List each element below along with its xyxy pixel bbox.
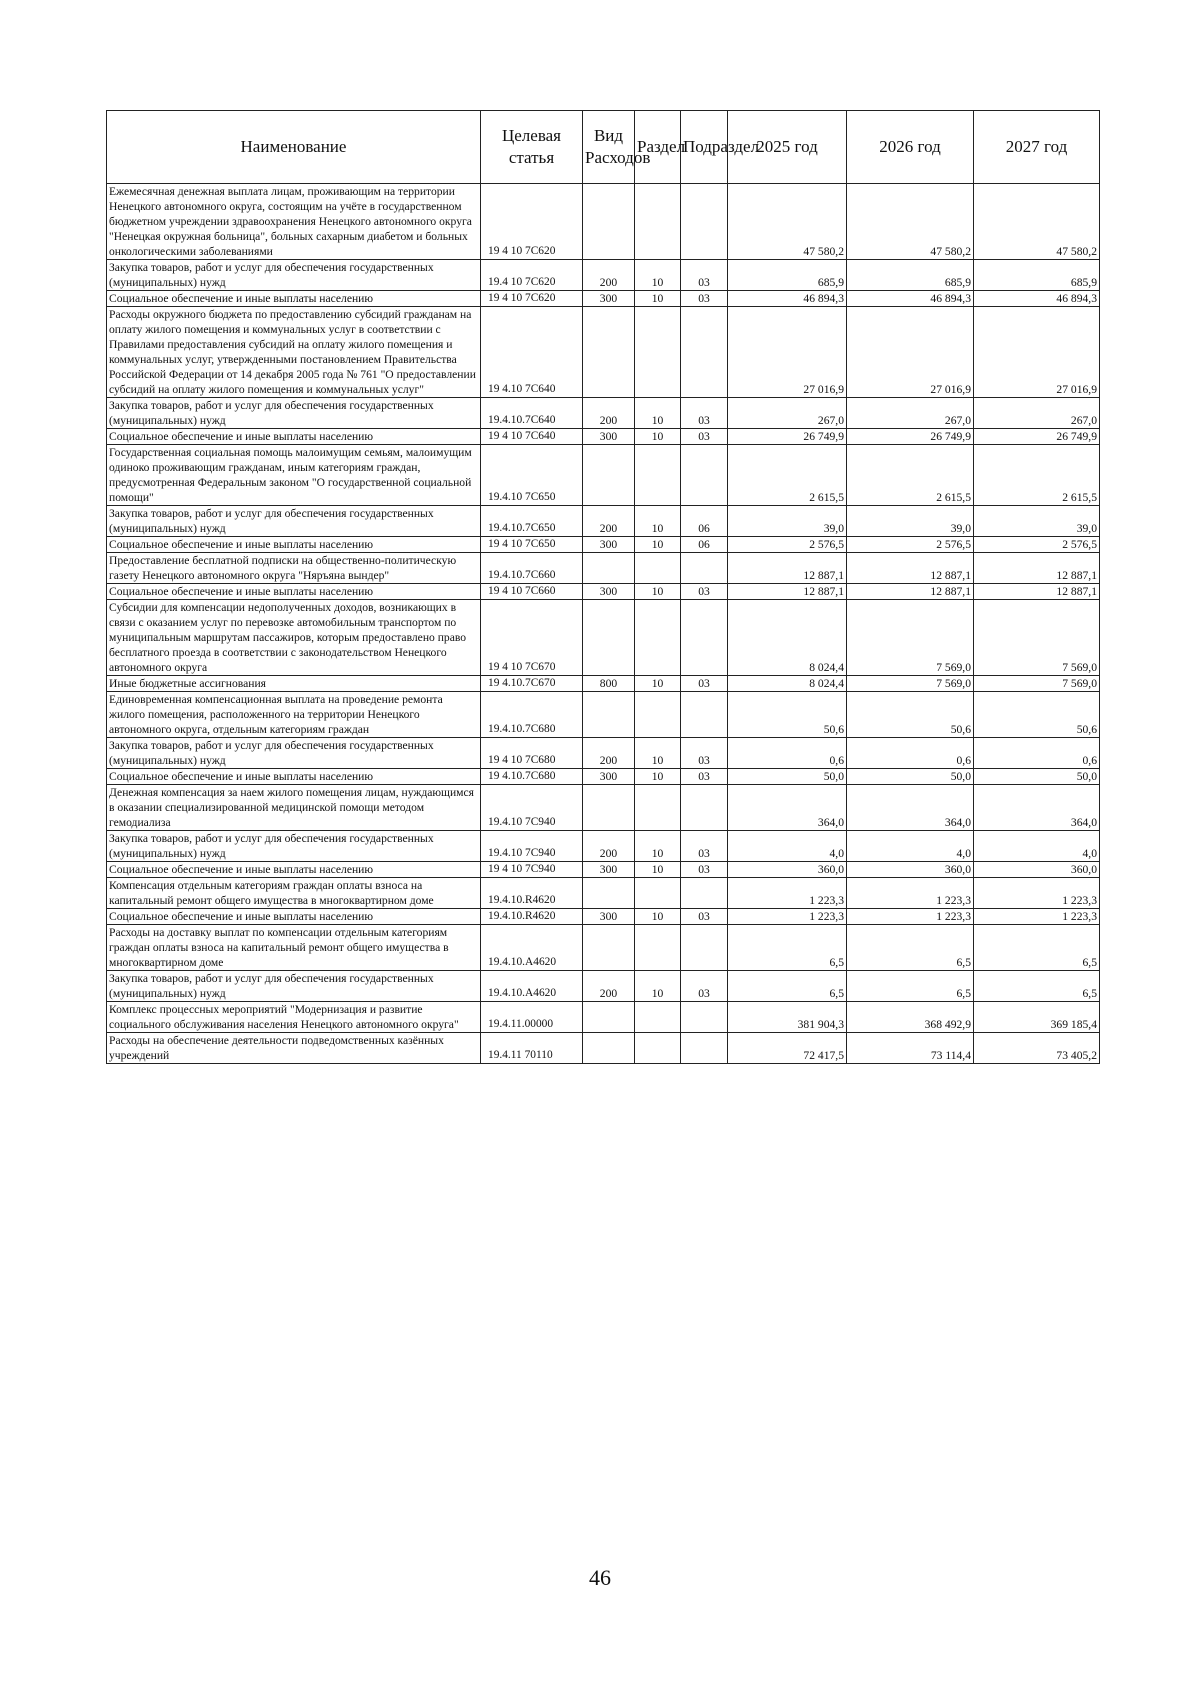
cell-2027: 7 569,0 [974, 676, 1100, 692]
cell-2027: 50,0 [974, 769, 1100, 785]
cell-2026: 26 749,9 [847, 429, 974, 445]
cell-target: 19.4.10.7С650 [481, 506, 583, 537]
cell-subsection [681, 553, 728, 584]
cell-2025: 39,0 [728, 506, 847, 537]
table-row [107, 971, 1100, 1002]
header-name: Наименование [107, 111, 481, 184]
header-2026: 2026 год [847, 111, 974, 184]
cell-2027: 0,6 [974, 738, 1100, 769]
cell-target: 19 4 10 7С670 [481, 600, 583, 676]
cell-2026: 368 492,9 [847, 1002, 974, 1033]
cell-2027: 6,5 [974, 925, 1100, 971]
cell-name: Социальное обеспечение и иные выплаты населению [107, 584, 481, 600]
cell-name: Закупка товаров, работ и услуг для обеспечения государственных (муниципальных) нужд [107, 506, 481, 537]
cell-2027: 26 749,9 [974, 429, 1100, 445]
cell-2027: 2 576,5 [974, 537, 1100, 553]
cell-subsection: 03 [681, 291, 728, 307]
cell-kind: 300 [583, 429, 635, 445]
cell-2027: 360,0 [974, 862, 1100, 878]
cell-2025: 50,6 [728, 692, 847, 738]
cell-2026: 50,0 [847, 769, 974, 785]
cell-section: 10 [635, 537, 681, 553]
cell-target: 19.4.10.R4620 [481, 878, 583, 909]
cell-subsection [681, 307, 728, 398]
cell-section [635, 445, 681, 506]
cell-2026: 360,0 [847, 862, 974, 878]
cell-2025: 12 887,1 [728, 553, 847, 584]
cell-2025: 6,5 [728, 971, 847, 1002]
cell-2026: 73 114,4 [847, 1033, 974, 1064]
cell-2026: 7 569,0 [847, 676, 974, 692]
cell-section [635, 1033, 681, 1064]
cell-2025: 381 904,3 [728, 1002, 847, 1033]
cell-kind [583, 307, 635, 398]
cell-2025: 0,6 [728, 738, 847, 769]
cell-name: Социальное обеспечение и иные выплаты населению [107, 291, 481, 307]
header-section: Раздел [635, 111, 681, 184]
cell-kind [583, 445, 635, 506]
header-target: Целевая статья [481, 111, 583, 184]
table-row [107, 291, 1100, 307]
cell-subsection [681, 692, 728, 738]
cell-section [635, 1002, 681, 1033]
cell-kind [583, 1033, 635, 1064]
cell-kind: 300 [583, 769, 635, 785]
cell-kind [583, 785, 635, 831]
cell-section [635, 184, 681, 260]
cell-2027: 50,6 [974, 692, 1100, 738]
cell-target: 19.4.10.7С680 [481, 692, 583, 738]
cell-name: Государственная социальная помощь малоимущим семьям, малоимущим одиноко проживающим гражданам, иным категориям граждан, предусмотренная Федеральным законом "О государственной социальной помощи" [107, 445, 481, 506]
cell-2025: 47 580,2 [728, 184, 847, 260]
cell-2027: 1 223,3 [974, 909, 1100, 925]
header-subsection: Подраздел [681, 111, 728, 184]
cell-2026: 4,0 [847, 831, 974, 862]
cell-2025: 50,0 [728, 769, 847, 785]
cell-target: 19.4.11 70110 [481, 1033, 583, 1064]
cell-2027: 47 580,2 [974, 184, 1100, 260]
cell-2026: 39,0 [847, 506, 974, 537]
cell-kind [583, 925, 635, 971]
cell-kind: 200 [583, 971, 635, 1002]
cell-subsection: 03 [681, 676, 728, 692]
cell-name: Расходы окружного бюджета по предоставлению субсидий гражданам на оплату жилого помещения и коммунальных услуг в соответствии с Правилами предоставления субсидий на оплату жилого помещения и коммунальных услуг, утвержденными постановлением Правительства Российской Федерации от 14 декабря 2005 года № 761 "О предоставлении субсидий на оплату жилого помещения и коммунальных услуг" [107, 307, 481, 398]
cell-2025: 6,5 [728, 925, 847, 971]
cell-name: Субсидии для компенсации недополученных доходов, возникающих в связи с оказанием услуг по перевозке автомобильным транспортом по муниципальным маршрутам пассажиров, которым предоставлено право бесплатного проезда в соответствии с законодательством Ненецкого автономного округа [107, 600, 481, 676]
table-row [107, 184, 1100, 260]
cell-2027: 27 016,9 [974, 307, 1100, 398]
cell-2027: 685,9 [974, 260, 1100, 291]
table-row [107, 600, 1100, 676]
cell-kind: 300 [583, 584, 635, 600]
table-row [107, 537, 1100, 553]
cell-section [635, 878, 681, 909]
cell-name: Единовременная компенсационная выплата на проведение ремонта жилого помещения, расположенного на территории Ненецкого автономного округа, отдельным категориям граждан [107, 692, 481, 738]
cell-2025: 1 223,3 [728, 878, 847, 909]
cell-subsection [681, 1033, 728, 1064]
header-2027: 2027 год [974, 111, 1100, 184]
cell-kind [583, 692, 635, 738]
cell-target: 19.4.10.А4620 [481, 925, 583, 971]
cell-2026: 6,5 [847, 971, 974, 1002]
cell-section: 10 [635, 862, 681, 878]
cell-2026: 46 894,3 [847, 291, 974, 307]
cell-name: Социальное обеспечение и иные выплаты населению [107, 769, 481, 785]
cell-2027: 369 185,4 [974, 1002, 1100, 1033]
cell-2027: 364,0 [974, 785, 1100, 831]
cell-2025: 72 417,5 [728, 1033, 847, 1064]
table-row [107, 676, 1100, 692]
cell-name: Социальное обеспечение и иные выплаты населению [107, 909, 481, 925]
cell-target: 19.4.10.7С660 [481, 553, 583, 584]
table-row [107, 785, 1100, 831]
cell-2027: 12 887,1 [974, 584, 1100, 600]
cell-subsection: 03 [681, 260, 728, 291]
cell-name: Закупка товаров, работ и услуг для обеспечения государственных (муниципальных) нужд [107, 971, 481, 1002]
cell-kind [583, 1002, 635, 1033]
cell-kind [583, 600, 635, 676]
header-row [107, 111, 1100, 184]
cell-2026: 12 887,1 [847, 584, 974, 600]
cell-section [635, 785, 681, 831]
cell-kind: 200 [583, 398, 635, 429]
cell-2025: 364,0 [728, 785, 847, 831]
cell-target: 19 4 10 7С660 [481, 584, 583, 600]
cell-section [635, 600, 681, 676]
cell-name: Закупка товаров, работ и услуг для обеспечения государственных (муниципальных) нужд [107, 738, 481, 769]
cell-target: 19.4.10 7С940 [481, 785, 583, 831]
cell-section: 10 [635, 584, 681, 600]
cell-2026: 12 887,1 [847, 553, 974, 584]
cell-target: 19 4 10 7С620 [481, 291, 583, 307]
table-row [107, 738, 1100, 769]
cell-subsection: 03 [681, 429, 728, 445]
cell-subsection: 03 [681, 398, 728, 429]
cell-subsection [681, 785, 728, 831]
cell-subsection: 03 [681, 971, 728, 1002]
cell-2026: 364,0 [847, 785, 974, 831]
cell-subsection [681, 600, 728, 676]
table-row [107, 398, 1100, 429]
table-row [107, 260, 1100, 291]
cell-section [635, 307, 681, 398]
cell-target: 19.4.11.00000 [481, 1002, 583, 1033]
table-row [107, 429, 1100, 445]
cell-2025: 46 894,3 [728, 291, 847, 307]
table-row [107, 909, 1100, 925]
cell-subsection [681, 184, 728, 260]
cell-2025: 2 576,5 [728, 537, 847, 553]
cell-target: 19 4 10 7С940 [481, 862, 583, 878]
cell-kind: 200 [583, 831, 635, 862]
cell-kind: 200 [583, 260, 635, 291]
cell-section: 10 [635, 769, 681, 785]
cell-target: 19 4 10 7С620 [481, 184, 583, 260]
cell-2025: 27 016,9 [728, 307, 847, 398]
table-row [107, 445, 1100, 506]
table-row [107, 1033, 1100, 1064]
cell-target: 19 4.10 7С640 [481, 307, 583, 398]
cell-name: Закупка товаров, работ и услуг для обеспечения государственных (муниципальных) нужд [107, 398, 481, 429]
cell-kind: 200 [583, 506, 635, 537]
cell-2025: 685,9 [728, 260, 847, 291]
cell-2026: 2 615,5 [847, 445, 974, 506]
cell-target: 19.4.10.R4620 [481, 909, 583, 925]
cell-name: Компенсация отдельным категориям граждан оплаты взноса на капитальный ремонт общего имущества в многоквартирном доме [107, 878, 481, 909]
cell-2025: 8 024,4 [728, 676, 847, 692]
cell-name: Социальное обеспечение и иные выплаты населению [107, 429, 481, 445]
cell-2026: 6,5 [847, 925, 974, 971]
cell-section: 10 [635, 971, 681, 1002]
cell-2027: 2 615,5 [974, 445, 1100, 506]
cell-name: Закупка товаров, работ и услуг для обеспечения государственных (муниципальных) нужд [107, 260, 481, 291]
cell-target: 19.4 10 7С620 [481, 260, 583, 291]
cell-2025: 360,0 [728, 862, 847, 878]
cell-2027: 7 569,0 [974, 600, 1100, 676]
cell-name: Расходы на обеспечение деятельности подведомственных казённых учреждений [107, 1033, 481, 1064]
cell-2026: 267,0 [847, 398, 974, 429]
cell-2025: 12 887,1 [728, 584, 847, 600]
cell-subsection [681, 1002, 728, 1033]
cell-section: 10 [635, 429, 681, 445]
table-row [107, 769, 1100, 785]
cell-kind: 300 [583, 537, 635, 553]
cell-target: 19 4 10 7С680 [481, 738, 583, 769]
cell-name: Социальное обеспечение и иные выплаты населению [107, 537, 481, 553]
cell-target: 19 4 10 7С640 [481, 429, 583, 445]
cell-2025: 1 223,3 [728, 909, 847, 925]
cell-2027: 73 405,2 [974, 1033, 1100, 1064]
cell-target: 19.4.10.А4620 [481, 971, 583, 1002]
cell-section [635, 692, 681, 738]
cell-section: 10 [635, 506, 681, 537]
cell-subsection: 03 [681, 831, 728, 862]
cell-name: Расходы на доставку выплат по компенсации отдельным категориям граждан оплаты взноса на капитальный ремонт общего имущества в многоквартирном доме [107, 925, 481, 971]
cell-target: 19 4 10 7С650 [481, 537, 583, 553]
cell-kind: 300 [583, 909, 635, 925]
table-row [107, 925, 1100, 971]
cell-target: 19 4.10.7С670 [481, 676, 583, 692]
cell-target: 19.4.10 7С940 [481, 831, 583, 862]
cell-name: Социальное обеспечение и иные выплаты населению [107, 862, 481, 878]
cell-subsection [681, 925, 728, 971]
cell-kind [583, 184, 635, 260]
cell-section: 10 [635, 676, 681, 692]
cell-2027: 6,5 [974, 971, 1100, 1002]
cell-name: Закупка товаров, работ и услуг для обеспечения государственных (муниципальных) нужд [107, 831, 481, 862]
cell-2027: 267,0 [974, 398, 1100, 429]
cell-2026: 1 223,3 [847, 909, 974, 925]
cell-name: Денежная компенсация за наем жилого помещения лицам, нуждающимся в оказании специализированной медицинской помощи методом гемодиализа [107, 785, 481, 831]
cell-2025: 267,0 [728, 398, 847, 429]
cell-2025: 4,0 [728, 831, 847, 862]
cell-name: Комплекс процессных мероприятий "Модернизация и развитие социального обслуживания населения Ненецкого автономного округа" [107, 1002, 481, 1033]
table-row [107, 831, 1100, 862]
table-row [107, 307, 1100, 398]
cell-section: 10 [635, 831, 681, 862]
table-row [107, 862, 1100, 878]
cell-subsection: 06 [681, 537, 728, 553]
cell-2027: 12 887,1 [974, 553, 1100, 584]
table-row [107, 692, 1100, 738]
cell-kind: 300 [583, 291, 635, 307]
table-row [107, 878, 1100, 909]
cell-2027: 46 894,3 [974, 291, 1100, 307]
cell-2026: 685,9 [847, 260, 974, 291]
header-2025: 2025 год [728, 111, 847, 184]
cell-section [635, 553, 681, 584]
cell-2027: 4,0 [974, 831, 1100, 862]
cell-kind [583, 878, 635, 909]
cell-subsection: 03 [681, 769, 728, 785]
cell-2025: 26 749,9 [728, 429, 847, 445]
cell-name: Иные бюджетные ассигнования [107, 676, 481, 692]
cell-2026: 50,6 [847, 692, 974, 738]
cell-2027: 1 223,3 [974, 878, 1100, 909]
cell-2026: 47 580,2 [847, 184, 974, 260]
cell-2026: 27 016,9 [847, 307, 974, 398]
cell-2025: 8 024,4 [728, 600, 847, 676]
cell-kind [583, 553, 635, 584]
cell-2026: 7 569,0 [847, 600, 974, 676]
cell-subsection [681, 878, 728, 909]
table-row [107, 553, 1100, 584]
cell-target: 19 4.10.7С680 [481, 769, 583, 785]
table-row [107, 584, 1100, 600]
cell-2027: 39,0 [974, 506, 1100, 537]
budget-table [106, 110, 1100, 1064]
header-kind: Вид Расходов [583, 111, 635, 184]
cell-section: 10 [635, 909, 681, 925]
cell-section: 10 [635, 291, 681, 307]
table-row [107, 1002, 1100, 1033]
cell-target: 19.4.10.7С640 [481, 398, 583, 429]
cell-name: Предоставление бесплатной подписки на общественно-политическую газету Ненецкого автономного округа "Няръяна вындер" [107, 553, 481, 584]
cell-subsection: 03 [681, 738, 728, 769]
cell-2025: 2 615,5 [728, 445, 847, 506]
cell-section [635, 925, 681, 971]
cell-kind: 800 [583, 676, 635, 692]
cell-subsection: 06 [681, 506, 728, 537]
cell-kind: 300 [583, 862, 635, 878]
cell-2026: 1 223,3 [847, 878, 974, 909]
page-number: 46 [589, 1565, 611, 1590]
cell-target: 19.4.10 7С650 [481, 445, 583, 506]
cell-section: 10 [635, 260, 681, 291]
table-row [107, 506, 1100, 537]
cell-section: 10 [635, 738, 681, 769]
cell-kind: 200 [583, 738, 635, 769]
cell-subsection: 03 [681, 862, 728, 878]
cell-section: 10 [635, 398, 681, 429]
cell-subsection [681, 445, 728, 506]
cell-2026: 2 576,5 [847, 537, 974, 553]
cell-2026: 0,6 [847, 738, 974, 769]
cell-subsection: 03 [681, 584, 728, 600]
cell-subsection: 03 [681, 909, 728, 925]
cell-name: Ежемесячная денежная выплата лицам, проживающим на территории Ненецкого автономного округа, состоящим на учёте в государственном бюджетном учреждении здравоохранения Ненецкого автономного округа "Ненецкая окружная больница", больных сахарным диабетом и больных онкологическими заболеваниями [107, 184, 481, 260]
